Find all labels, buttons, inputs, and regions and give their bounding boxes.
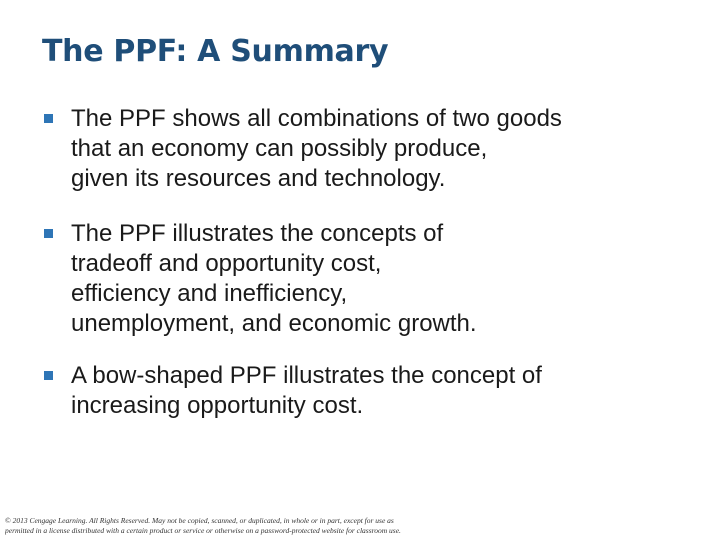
copyright-line: permitted in a license distributed with a certain product or service or otherwise on a password-protected website for classroom use. [5,526,401,535]
bullet-line: increasing opportunity cost. [71,392,364,419]
bullet-text [71,104,562,194]
bullet-item [44,219,704,339]
bullet-line: that an economy can possibly produce, [71,135,488,162]
slide-title: The PPF: A Summary [42,34,389,69]
bullet-line: The PPF shows all combinations of two goods [71,105,562,132]
bullet-line: A bow-shaped PPF illustrates the concept of [71,362,542,389]
copyright-footer [5,516,717,536]
bullet-line: The PPF illustrates the concepts of [71,220,444,247]
bullet-line: given its resources and technology. [71,165,446,192]
bullet-text [71,219,477,339]
bullet-text [71,361,542,421]
bullet-line: unemployment, and economic growth. [71,310,477,337]
bullet-item [44,361,704,421]
bullet-line: tradeoff and opportunity cost, [71,250,382,277]
square-bullet-icon [44,229,53,238]
square-bullet-icon [44,114,53,123]
copyright-line: © 2013 Cengage Learning. All Rights Reserved. May not be copied, scanned, or duplicated, in whole or in part, except for use as [5,516,394,525]
bullet-item [44,104,704,194]
bullet-line: efficiency and inefficiency, [71,280,348,307]
square-bullet-icon [44,371,53,380]
bullet-list [44,104,704,447]
